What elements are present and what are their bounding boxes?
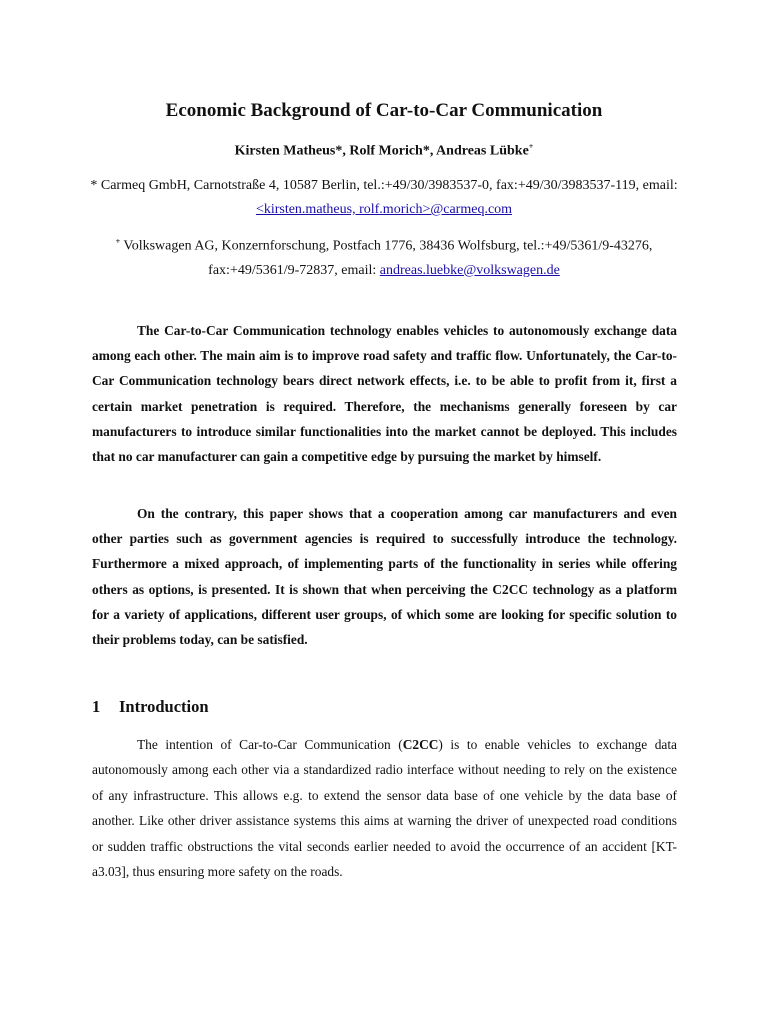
section-heading-introduction [92, 697, 209, 717]
intro-text-after: ) is to enable vehicles to exchange data autonomously among each other via a standardized radio interface without needing to rely on the existence of any infrastructure. This allows e.g. to extend the sensor data base of one vehicle by the data base of another. Like other driver assistance systems this aims at warning the driver of unexpected road conditions or sudden traffic obstructions the vital seconds earlier needed to avoid the occurrence of an accident [KT-a3.03], thus ensuring more safety on the roads. [92, 737, 677, 880]
affiliation-carmeq-text: * Carmeq GmbH, Carnotstraße 4, 10587 Berlin, tel.:+49/30/3983537-0, fax:+49/30/3983537-119, email: [90, 178, 678, 193]
abstract-paragraph-1: The Car-to-Car Communication technology enables vehicles to autonomously exchange data among each other. The main aim is to improve road safety and traffic flow. Unfortunately, the Car-to-Car Communication technology bears direct network effects, i.e. to be able to profit from it, first a certain market penetration is required. Therefore, the mechanisms generally foreseen by car manufacturers to introduce similar functionalities into the market cannot be deployed. This includes that no car manufacturer can gain a competitive edge by pursuing the market by himself. [92, 323, 677, 465]
section-number: 1 [92, 697, 101, 716]
intro-text-before: The intention of Car-to-Car Communication ( [137, 737, 403, 752]
email-link-carmeq[interactable]: <kirsten.matheus, rolf.morich>@carmeq.com [255, 202, 513, 217]
affiliation-volkswagen [88, 230, 680, 283]
email-link-volkswagen[interactable]: andreas.luebke@volkswagen.de [379, 262, 560, 278]
affiliation-vw-text: Volkswagen AG, Konzernforschung, Postfach 1776, 38436 Wolfsburg, tel.:+49/5361/9-43276, fax:+49/5361/9-72837, email: [120, 238, 653, 278]
author-names: Kirsten Matheus*, Rolf Morich*, Andreas Lübke [234, 143, 529, 159]
section-title: Introduction [119, 697, 209, 716]
author-list [0, 142, 768, 160]
affiliation-carmeq [88, 174, 680, 222]
abstract-paragraph-2: On the contrary, this paper shows that a cooperation among car manufacturers and even other parties such as government agencies is required to successfully introduce the technology. Furthermore a mixed approach, of implementing parts of the functionality in series while offering others as options, is presented. It is shown that when perceiving the C2CC technology as a platform for a variety of applications, different user groups, of which some are looking for specific solution to their problems today, can be satisfied. [92, 506, 677, 648]
introduction-paragraph-1 [92, 732, 677, 884]
affiliation-vw-mark: + [115, 237, 121, 246]
author-affiliation-mark: + [528, 142, 534, 151]
intro-term-c2cc: C2CC [402, 737, 439, 752]
paper-title: Economic Background of Car-to-Car Communication [165, 100, 603, 121]
